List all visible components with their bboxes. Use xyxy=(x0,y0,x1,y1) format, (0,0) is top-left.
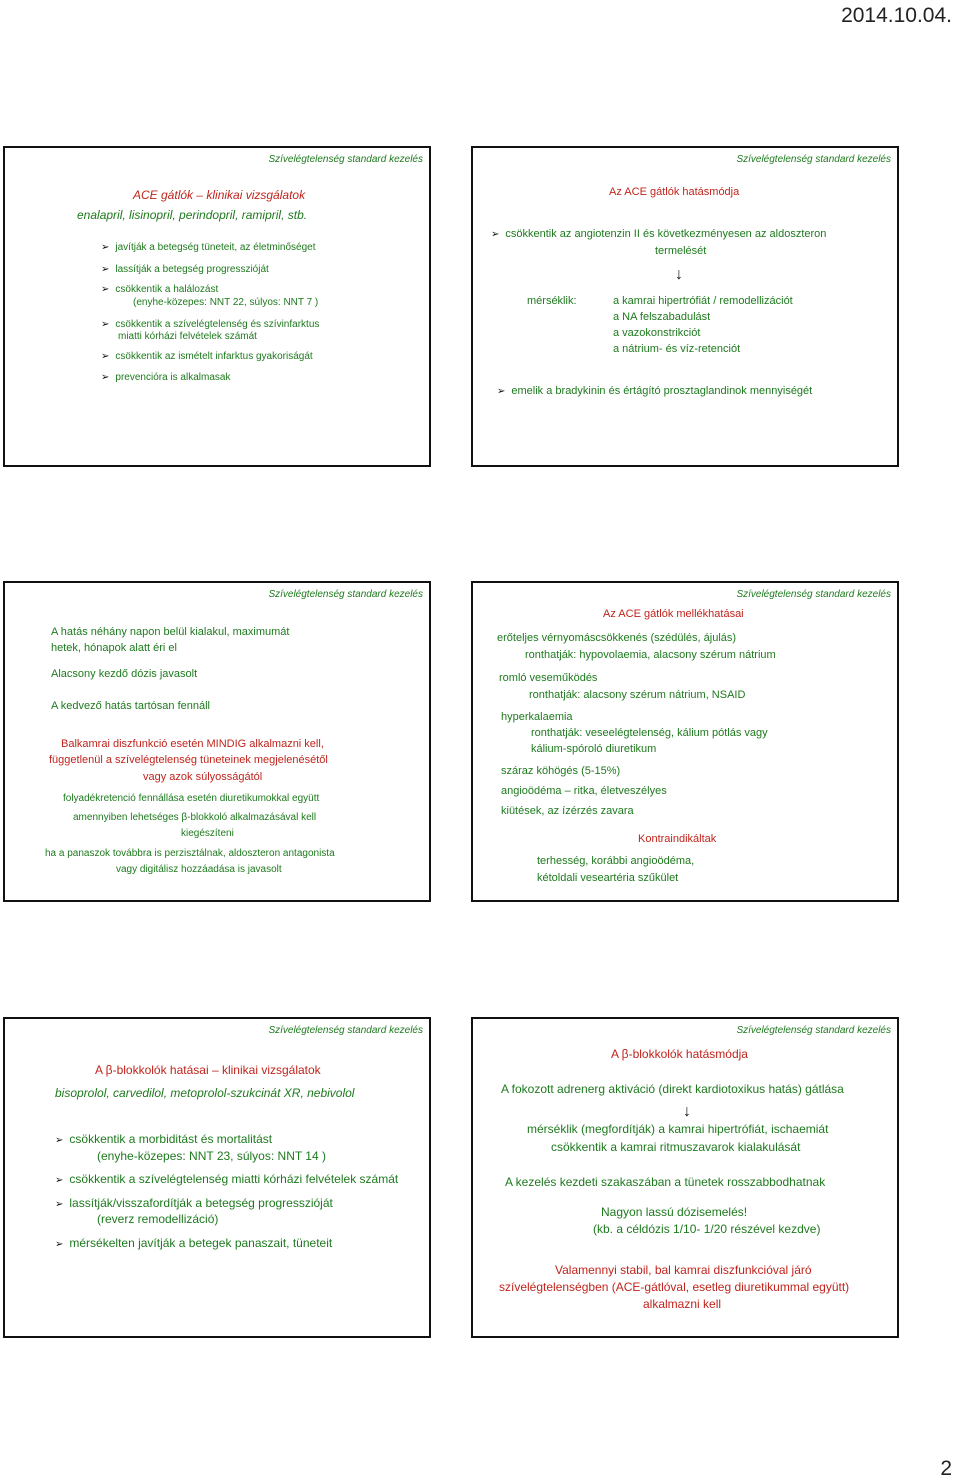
text-line: romló veseműködés xyxy=(499,672,598,684)
slide-title: A β-blokkolók hatásai – klinikai vizsgálatok xyxy=(95,1063,321,1077)
text-line: amennyiben lehetséges β-blokkoló alkalmazásával kell xyxy=(73,812,317,823)
text-line: erőteljes vérnyomáscsökkenés (szédülés, ájulás) xyxy=(497,632,737,644)
text-line: A kedvező hatás tartósan fennáll xyxy=(51,700,210,712)
text-line: csökkentik a kamrai ritmuszavarok kialakulását xyxy=(551,1140,801,1154)
list-item: a vazokonstrikciót xyxy=(613,327,701,339)
text-line: Alacsony kezdő dózis javasolt xyxy=(51,668,198,680)
text-line: terhesség, korábbi angioödéma, xyxy=(537,855,695,867)
red-text-line: szívelégtelenségben (ACE-gátlóval, esetleg diuretikummal együtt) xyxy=(499,1280,850,1294)
text-line: ronthatják: hypovolaemia, alacsony szérum nátrium xyxy=(525,649,776,661)
bullet-item: ➢ prevencióra is alkalmasak xyxy=(101,372,230,383)
down-arrow-icon: ↓ xyxy=(683,1103,691,1120)
bullet-continuation: miatti kórházi felvételek számát xyxy=(118,331,257,342)
text-line: A hatás néhány napon belül kialakul, maximumát xyxy=(51,626,290,638)
slide-ace-mechanism xyxy=(471,146,899,467)
slide-title: Az ACE gátlók mellékhatásai xyxy=(603,608,744,620)
bullet-item: ➢ emelik a bradykinin és értágító prosztaglandinok mennyiségét xyxy=(497,385,812,397)
text-line: vagy digitálisz hozzáadása is javasolt xyxy=(116,864,282,875)
bullet-item: ➢ lassítják a betegség progresszióját xyxy=(101,264,269,275)
slide-header: Szívelégtelenség standard kezelés xyxy=(268,589,423,600)
slide-ace-dosing xyxy=(3,581,431,902)
down-arrow-icon: ↓ xyxy=(675,266,683,283)
slide-header: Szívelégtelenség standard kezelés xyxy=(268,1025,423,1036)
slide-title: Az ACE gátlók hatásmódja xyxy=(609,186,740,198)
slide-beta-mechanism xyxy=(471,1017,899,1338)
text-line: kiütések, az ízérzés zavara xyxy=(501,805,634,817)
text-line: kiegészíteni xyxy=(181,828,234,839)
text-line: angioödéma – ritka, életveszélyes xyxy=(501,785,667,797)
list-item: a nátrium- és víz-retenciót xyxy=(613,343,741,355)
text-line: ha a panaszok továbbra is perzisztálnak, aldoszteron antagonista xyxy=(45,848,335,859)
slide-title: ACE gátlók – klinikai vizsgálatok xyxy=(133,188,306,202)
red-text-line: Valamennyi stabil, bal kamrai diszfunkcióval járó xyxy=(555,1263,812,1277)
slide-beta-clinical xyxy=(3,1017,431,1338)
list-item: a NA felszabadulást xyxy=(613,311,711,323)
bullet-continuation: termelését xyxy=(655,245,707,257)
bullet-continuation: (enyhe-közepes: NNT 22, súlyos: NNT 7 ) xyxy=(133,297,319,308)
text-line: kálium-spóroló diuretikum xyxy=(531,743,657,755)
bullet-item: ➢ csökkentik a szívelégtelenség miatti kórházi felvételek számát xyxy=(55,1172,398,1186)
slide-header: Szívelégtelenség standard kezelés xyxy=(268,154,423,165)
text-line: mérséklik (megfordítják) a kamrai hipertrófiát, ischaemiát xyxy=(527,1122,829,1136)
list-item: a kamrai hipertrófiát / remodellizációt xyxy=(613,295,793,307)
text-line: A fokozott adrenerg aktiváció (direkt kardiotoxikus hatás) gátlása xyxy=(501,1082,844,1096)
bullet-item: ➢ lassítják/visszafordítják a betegség progresszióját xyxy=(55,1196,333,1210)
label: mérséklik: xyxy=(527,295,577,307)
slide-header: Szívelégtelenség standard kezelés xyxy=(736,1025,891,1036)
slide-subtitle: bisoprolol, carvedilol, metoprolol-szukcinát XR, nebivolol xyxy=(55,1086,355,1100)
bullet-item: ➢ javítják a betegség tüneteit, az életminőséget xyxy=(101,242,316,253)
text-line: hetek, hónapok alatt éri el xyxy=(51,642,177,654)
bullet-item: ➢ csökkentik az angiotenzin II és következményesen az aldoszteron xyxy=(491,228,826,240)
text-line: ronthatják: veseelégtelenség, kálium pótlás vagy xyxy=(531,727,768,739)
slide-ace-clinical xyxy=(3,146,431,467)
bullet-item: ➢ csökkentik a szívelégtelenség és szívinfarktus xyxy=(101,319,319,330)
red-text-line: vagy azok súlyosságától xyxy=(143,771,263,783)
slide-title: A β-blokkolók hatásmódja xyxy=(611,1047,748,1061)
slide-ace-side-effects xyxy=(471,581,899,902)
text-line: kétoldali veseartéria szűkület xyxy=(537,872,679,884)
bullet-continuation: (enyhe-közepes: NNT 23, súlyos: NNT 14 ) xyxy=(97,1149,326,1163)
red-text-line: Balkamrai diszfunkció esetén MINDIG alkalmazni kell, xyxy=(61,738,324,750)
text-line: száraz köhögés (5-15%) xyxy=(501,765,621,777)
bullet-item: ➢ csökkentik a morbiditást és mortalitást xyxy=(55,1132,272,1146)
slide-subtitle: enalapril, lisinopril, perindopril, ramipril, stb. xyxy=(77,208,308,222)
contraindication-title: Kontraindikáltak xyxy=(638,833,717,845)
text-line: hyperkalaemia xyxy=(501,711,573,723)
text-line: ronthatják: alacsony szérum nátrium, NSAID xyxy=(529,689,746,701)
text-line: folyadékretenció fennállása esetén diuretikumokkal együtt xyxy=(63,793,320,804)
text-line: Nagyon lassú dózisemelés! xyxy=(601,1205,748,1219)
bullet-continuation: (reverz remodellizáció) xyxy=(97,1212,219,1226)
bullet-item: ➢ csökkentik az ismételt infarktus gyakoriságát xyxy=(101,351,313,362)
text-line: A kezelés kezdeti szakaszában a tünetek rosszabbodhatnak xyxy=(505,1175,826,1189)
slide-header: Szívelégtelenség standard kezelés xyxy=(736,154,891,165)
page-number: 2 xyxy=(940,1457,952,1480)
bullet-item: ➢ mérsékelten javítják a betegek panaszait, tüneteit xyxy=(55,1236,332,1250)
bullet-item: ➢ csökkentik a halálozást xyxy=(101,284,218,295)
slide-header: Szívelégtelenség standard kezelés xyxy=(736,589,891,600)
text-line: (kb. a céldózis 1/10- 1/20 részével kezdve) xyxy=(593,1222,821,1236)
red-text-line: alkalmazni kell xyxy=(643,1297,722,1311)
red-text-line: függetlenül a szívelégtelenség tüneteinek megjelenésétől xyxy=(49,754,328,766)
date: 2014.10.04. xyxy=(841,4,952,27)
